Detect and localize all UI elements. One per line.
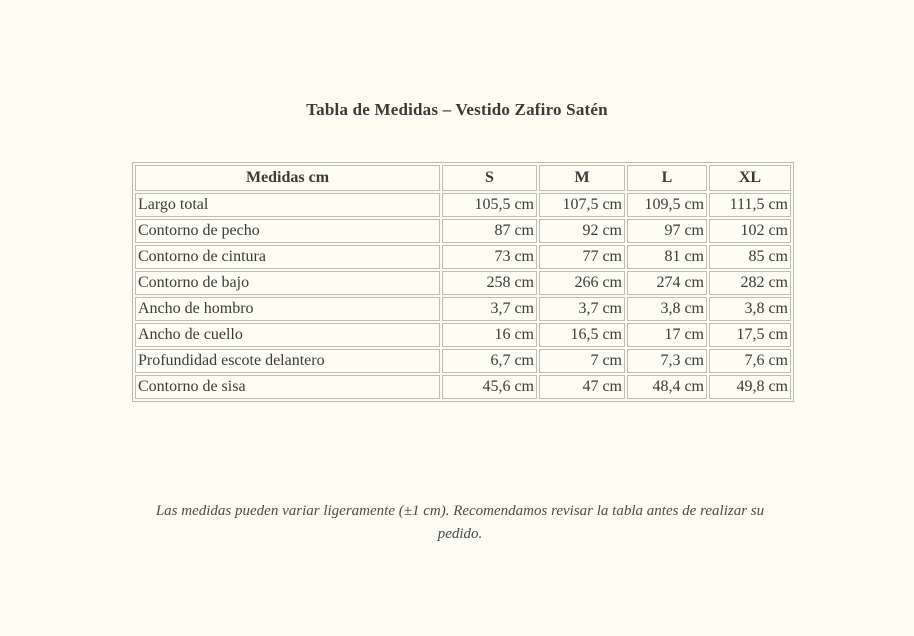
cell-s: 87 cm [442, 219, 537, 243]
page-title: Tabla de Medidas – Vestido Zafiro Satén [306, 100, 608, 119]
table-row [135, 375, 791, 399]
row-label: Contorno de pecho [135, 219, 440, 243]
cell-m: 266 cm [539, 271, 625, 295]
row-label: Contorno de bajo [135, 271, 440, 295]
cell-l: 274 cm [627, 271, 707, 295]
cell-s: 3,7 cm [442, 297, 537, 321]
cell-m: 47 cm [539, 375, 625, 399]
cell-xl: 17,5 cm [709, 323, 791, 347]
cell-m: 107,5 cm [539, 193, 625, 217]
cell-l: 3,8 cm [627, 297, 707, 321]
header-medidas: Medidas cm [135, 165, 440, 191]
cell-xl: 85 cm [709, 245, 791, 269]
header-size-s: S [442, 165, 537, 191]
cell-l: 81 cm [627, 245, 707, 269]
table-row [135, 193, 791, 217]
cell-xl: 3,8 cm [709, 297, 791, 321]
cell-m: 16,5 cm [539, 323, 625, 347]
cell-l: 17 cm [627, 323, 707, 347]
row-label: Ancho de hombro [135, 297, 440, 321]
cell-xl: 102 cm [709, 219, 791, 243]
table-row [135, 271, 791, 295]
table-row [135, 297, 791, 321]
cell-s: 16 cm [442, 323, 537, 347]
cell-m: 3,7 cm [539, 297, 625, 321]
cell-m: 7 cm [539, 349, 625, 373]
header-size-l: L [627, 165, 707, 191]
header-size-xl: XL [709, 165, 791, 191]
table-row [135, 219, 791, 243]
cell-l: 7,3 cm [627, 349, 707, 373]
cell-s: 105,5 cm [442, 193, 537, 217]
table-header-row [135, 165, 791, 191]
cell-m: 77 cm [539, 245, 625, 269]
cell-xl: 49,8 cm [709, 375, 791, 399]
size-table-container [132, 162, 792, 402]
cell-l: 48,4 cm [627, 375, 707, 399]
row-label: Largo total [135, 193, 440, 217]
disclaimer-note: Las medidas pueden variar ligeramente (±1 cm). Recomendamos revisar la tabla antes de realizar su pedido. [155, 503, 765, 542]
table-row [135, 245, 791, 269]
table-row [135, 349, 791, 373]
cell-l: 109,5 cm [627, 193, 707, 217]
cell-xl: 111,5 cm [709, 193, 791, 217]
row-label: Ancho de cuello [135, 323, 440, 347]
cell-m: 92 cm [539, 219, 625, 243]
cell-s: 258 cm [442, 271, 537, 295]
size-table [132, 162, 794, 402]
cell-s: 45,6 cm [442, 375, 537, 399]
header-size-m: M [539, 165, 625, 191]
cell-s: 6,7 cm [442, 349, 537, 373]
cell-xl: 7,6 cm [709, 349, 791, 373]
table-row [135, 323, 791, 347]
row-label: Profundidad escote delantero [135, 349, 440, 373]
cell-xl: 282 cm [709, 271, 791, 295]
row-label: Contorno de cintura [135, 245, 440, 269]
cell-l: 97 cm [627, 219, 707, 243]
row-label: Contorno de sisa [135, 375, 440, 399]
cell-s: 73 cm [442, 245, 537, 269]
